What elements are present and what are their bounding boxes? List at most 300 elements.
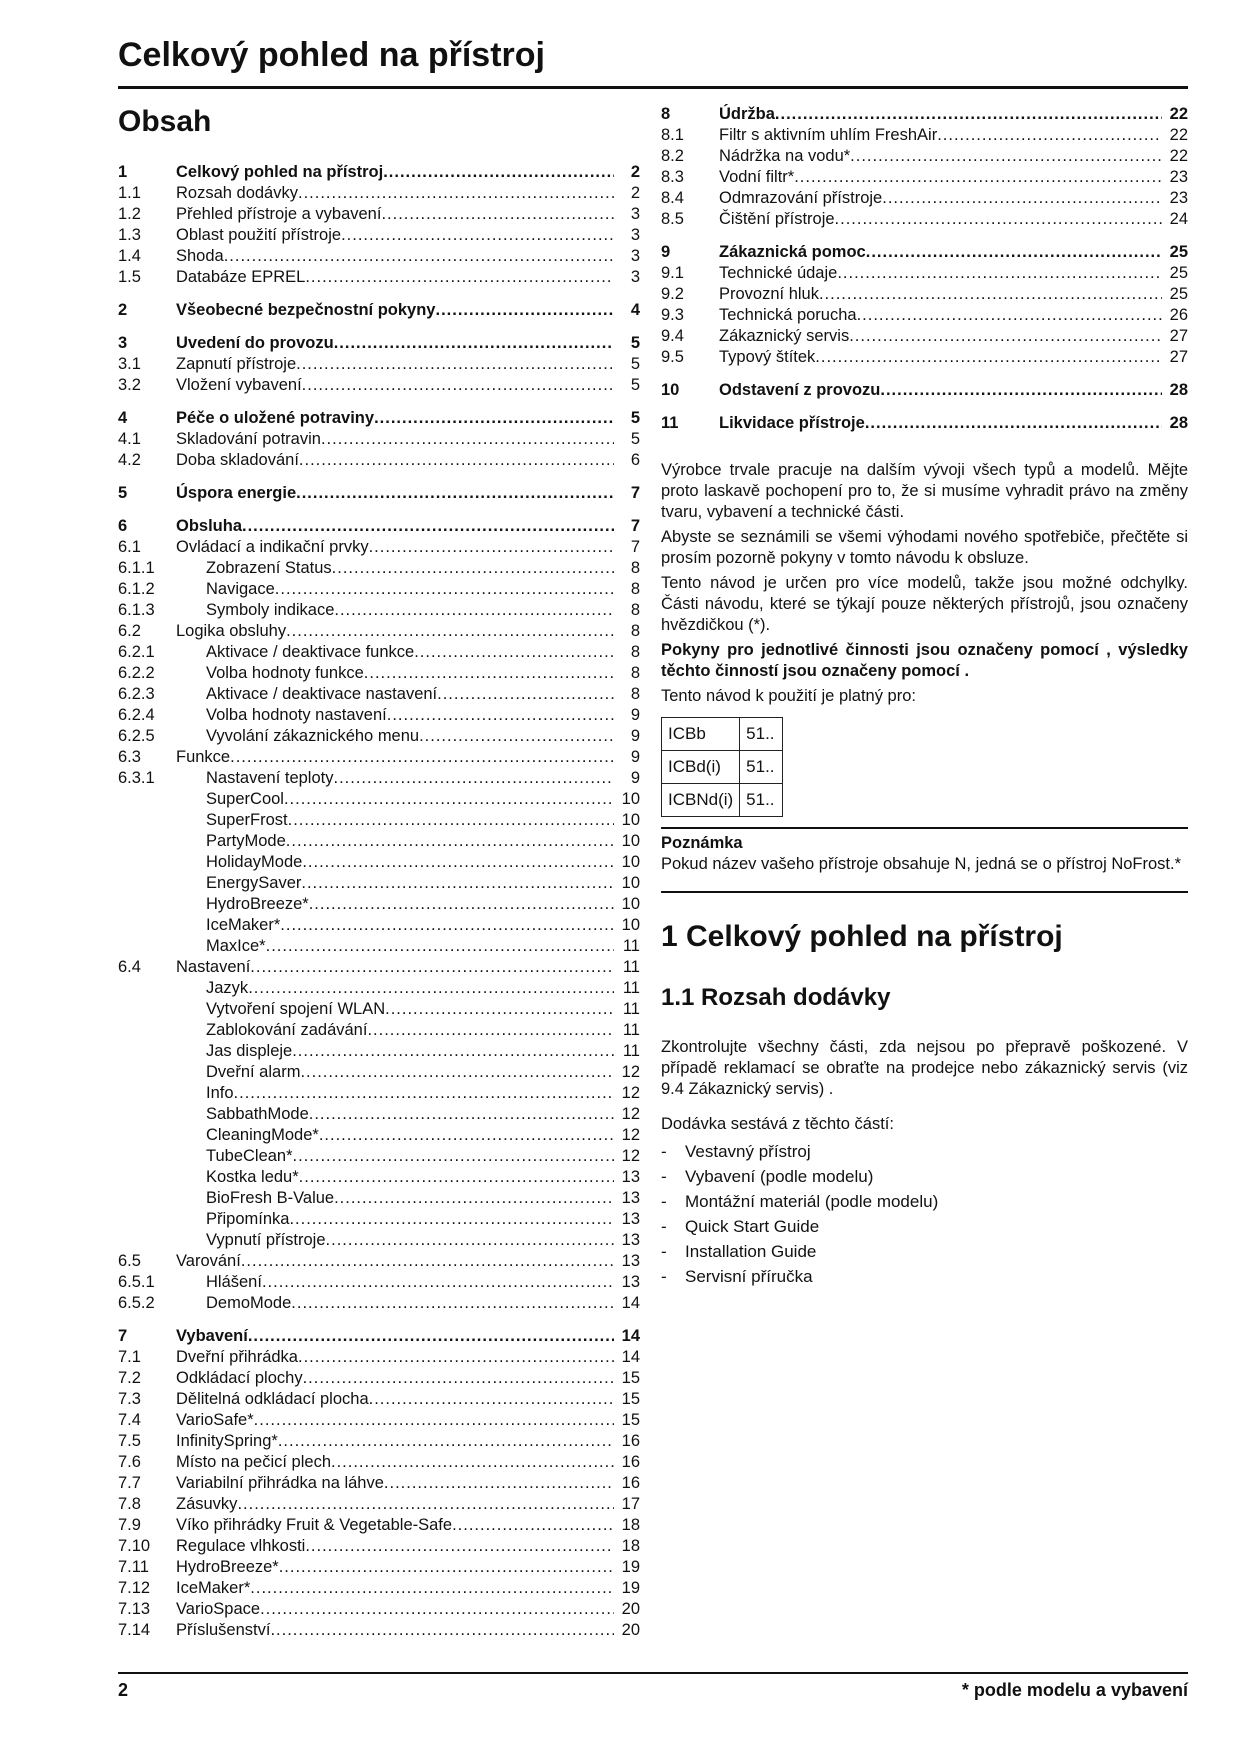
toc-entry-title-wrap	[176, 1083, 614, 1104]
toc-entry-title-wrap	[719, 167, 1162, 188]
toc-leader-dots	[794, 167, 1162, 188]
toc-leader-dots	[436, 300, 615, 321]
toc-entry-number: 6.1	[118, 538, 141, 556]
toc-entry-page: 11	[622, 937, 640, 955]
toc-entry-title-wrap	[176, 333, 614, 354]
toc-entry-page: 22	[1169, 105, 1188, 123]
toc-entry[interactable]	[118, 936, 640, 957]
toc-entry-title-wrap	[176, 915, 614, 936]
toc-entry-title: Nastavení teploty	[206, 769, 334, 787]
toc-entry-page: 10	[621, 895, 640, 913]
toc-entry[interactable]	[661, 305, 1188, 326]
toc-entry-page: 15	[621, 1411, 640, 1429]
toc-entry-page: 8	[630, 559, 640, 577]
toc-leader-dots	[305, 267, 614, 288]
toc-entry[interactable]	[118, 600, 640, 621]
toc-leader-dots	[224, 246, 614, 267]
toc-entry[interactable]	[118, 483, 640, 504]
toc-entry[interactable]	[118, 1293, 640, 1314]
toc-entry[interactable]	[118, 162, 640, 183]
toc-entry-page: 12	[621, 1063, 640, 1081]
toc-entry-page: 10	[621, 832, 640, 850]
toc-entry[interactable]	[118, 1104, 640, 1125]
toc-entry-number: 11	[661, 414, 679, 432]
toc-entry[interactable]	[118, 642, 640, 663]
toc-entry-title-wrap	[176, 1452, 614, 1473]
toc-entry[interactable]	[118, 1557, 640, 1578]
toc-entry-title-wrap	[719, 263, 1162, 284]
toc-entry[interactable]	[118, 894, 640, 915]
toc-entry-number: 8.1	[661, 126, 684, 144]
toc-entry-number: 9.3	[661, 306, 684, 324]
toc-entry-page: 25	[1169, 264, 1188, 282]
toc-entry[interactable]	[661, 188, 1188, 209]
toc-entry-title-wrap	[176, 936, 614, 957]
toc-entry-number: 7.11	[118, 1558, 149, 1576]
toc-entry[interactable]	[661, 284, 1188, 305]
toc-entry[interactable]	[661, 347, 1188, 368]
toc-entry-title-wrap	[176, 684, 614, 705]
toc-entry-title-wrap	[176, 873, 614, 894]
toc-entry-page: 8	[630, 622, 640, 640]
toc-entry-page: 19	[621, 1579, 640, 1597]
toc-entry[interactable]	[118, 1536, 640, 1557]
toc-entry-title-wrap	[719, 146, 1162, 167]
toc-leader-dots	[321, 429, 614, 450]
toc-leader-dots	[332, 558, 614, 579]
toc-entry[interactable]	[118, 1272, 640, 1293]
toc-leader-dots	[299, 1167, 614, 1188]
toc-entry-title-wrap	[176, 558, 614, 579]
toc-leader-dots	[369, 537, 614, 558]
toc-leader-dots	[341, 225, 614, 246]
toc-entry-page: 10	[621, 874, 640, 892]
toc-entry-title-wrap	[176, 1272, 614, 1293]
toc-entry[interactable]	[118, 375, 640, 396]
toc-entry-title: HydroBreeze*	[176, 1558, 279, 1576]
toc-leader-dots	[234, 1083, 614, 1104]
toc-entry[interactable]	[118, 957, 640, 978]
toc-entry-title: Uvedení do provozu	[176, 334, 334, 352]
list-item-text: Quick Start Guide	[685, 1217, 820, 1236]
toc-entry[interactable]	[118, 1347, 640, 1368]
toc-entry[interactable]	[118, 204, 640, 225]
toc-leader-dots	[334, 333, 614, 354]
toc-entry[interactable]	[118, 978, 640, 999]
toc-entry-number: 7.8	[118, 1495, 141, 1513]
toc-leader-dots	[279, 1557, 614, 1578]
toc-entry-page: 9	[630, 748, 640, 766]
toc-entry[interactable]	[118, 810, 640, 831]
toc-entry-title: Aktivace / deaktivace funkce	[206, 643, 415, 661]
toc-leader-dots	[374, 408, 614, 429]
toc-entry-number: 7.3	[118, 1390, 141, 1408]
toc-leader-dots	[289, 1209, 614, 1230]
toc-entry-title: Navigace	[206, 580, 275, 598]
toc-entry-page: 18	[621, 1537, 640, 1555]
toc-leader-dots	[298, 183, 614, 204]
toc-entry-title: Aktivace / deaktivace nastavení	[206, 685, 438, 703]
toc-entry-title: EnergySaver	[206, 874, 302, 892]
toc-entry-page: 11	[622, 1042, 640, 1060]
toc-entry[interactable]	[118, 225, 640, 246]
toc-entry-page: 5	[630, 334, 640, 352]
toc-entry-title: Odstavení z provozu	[719, 381, 881, 399]
toc-entry[interactable]	[118, 1251, 640, 1272]
toc-entry-title: HolidayMode	[206, 853, 303, 871]
toc-entry[interactable]	[118, 1620, 640, 1641]
delivery-list	[661, 1139, 1188, 1289]
toc-entry-title-wrap	[176, 1431, 614, 1452]
toc-entry[interactable]	[118, 1515, 640, 1536]
toc-entry[interactable]	[118, 1431, 640, 1452]
toc-entry-page: 14	[621, 1327, 640, 1345]
toc-entry-title: Obsluha	[176, 517, 243, 535]
toc-entry-title-wrap	[176, 600, 614, 621]
toc-entry-page: 12	[621, 1147, 640, 1165]
toc-entry-number: 10	[661, 381, 680, 399]
toc-entry-title: Funkce	[176, 748, 231, 766]
toc-entry-title-wrap	[176, 747, 614, 768]
toc-entry[interactable]	[661, 167, 1188, 188]
toc-entry[interactable]	[118, 246, 640, 267]
toc-entry[interactable]	[118, 1041, 640, 1062]
toc-entry-page: 10	[621, 811, 640, 829]
toc-entry-title: Zobrazení Status	[206, 559, 332, 577]
toc-entry-title-wrap	[176, 1557, 614, 1578]
toc-entry[interactable]	[118, 915, 640, 936]
toc-entry[interactable]	[661, 380, 1188, 401]
toc-entry-title: Likvidace přístroje	[719, 414, 865, 432]
toc-leader-dots	[775, 104, 1162, 125]
toc-entry-title: SuperCool	[206, 790, 284, 808]
table-row	[662, 718, 783, 751]
toc-entry-title: Údržba	[719, 105, 775, 123]
toc-entry-title-wrap	[176, 894, 614, 915]
toc-leader-dots	[385, 999, 614, 1020]
toc-entry-number: 6.2.5	[118, 727, 155, 745]
toc-entry-page: 11	[622, 958, 640, 976]
toc-entry-number: 7.13	[118, 1600, 151, 1618]
toc-leader-dots	[866, 242, 1162, 263]
toc-entry[interactable]	[118, 831, 640, 852]
toc-entry[interactable]	[118, 999, 640, 1020]
toc-leader-dots	[291, 1293, 614, 1314]
toc-leader-dots	[262, 1272, 614, 1293]
toc-entry-title: Příslušenství	[176, 1621, 271, 1639]
toc-entry-title-wrap	[176, 1620, 614, 1641]
toc-entry[interactable]	[661, 413, 1188, 434]
toc-entry[interactable]	[118, 1083, 640, 1104]
toc-entry-title-wrap	[176, 726, 614, 747]
toc-entry-title: VarioSafe*	[176, 1411, 254, 1429]
toc-entry[interactable]	[118, 705, 640, 726]
toc-entry[interactable]	[661, 242, 1188, 263]
toc-leader-dots	[865, 413, 1162, 434]
toc-entry[interactable]	[118, 558, 640, 579]
toc-leader-dots	[452, 1515, 614, 1536]
toc-entry-title-wrap	[176, 1347, 614, 1368]
toc-entry-title: CleaningMode*	[206, 1126, 319, 1144]
toc-entry[interactable]	[661, 263, 1188, 284]
toc-entry[interactable]	[118, 747, 640, 768]
toc-leader-dots	[331, 1452, 614, 1473]
toc-entry-title: Všeobecné bezpečnostní pokyny	[176, 301, 436, 319]
toc-entry-title-wrap	[176, 429, 614, 450]
toc-entry-title-wrap	[176, 810, 614, 831]
toc-leader-dots	[367, 1020, 614, 1041]
table-row	[662, 751, 783, 784]
toc-entry-number: 8.3	[661, 168, 684, 186]
toc-entry[interactable]	[118, 1368, 640, 1389]
toc-entry-page: 28	[1169, 381, 1188, 399]
toc-entry[interactable]	[118, 579, 640, 600]
toc-entry-title: Čištění přístroje	[719, 210, 835, 228]
toc-entry[interactable]	[118, 267, 640, 288]
toc-leader-dots	[369, 1389, 614, 1410]
list-item: - Servisní příručka	[661, 1264, 1188, 1289]
toc-entry[interactable]	[118, 300, 640, 321]
toc-leader-dots	[266, 936, 614, 957]
toc-entry-page: 10	[621, 916, 640, 934]
section-paragraph-1: Zkontrolujte všechny části, zda nejsou po přepravě poškozené. V případě reklamací se obraťte na prodejce nebo zákaznický servis (viz 9.4 Zákaznický servis) .	[661, 1038, 1188, 1098]
toc-entry[interactable]	[118, 1188, 640, 1209]
toc-entry[interactable]	[118, 684, 640, 705]
toc-entry-number: 7.1	[118, 1348, 141, 1366]
toc-entry-title: Úspora energie	[176, 484, 297, 502]
toc-entry-page: 8	[630, 664, 640, 682]
toc-entry[interactable]	[118, 1146, 640, 1167]
toc-entry[interactable]	[118, 1473, 640, 1494]
toc-entry-number: 6.3.1	[118, 769, 155, 787]
toc-entry-title-wrap	[176, 1536, 614, 1557]
toc-entry-number: 9	[661, 243, 671, 261]
toc-leader-dots	[302, 852, 614, 873]
toc-entry-page: 6	[630, 451, 640, 469]
toc-leader-dots	[242, 516, 614, 537]
toc-entry[interactable]	[118, 429, 640, 450]
toc-entry-page: 13	[621, 1189, 640, 1207]
toc-left-column	[118, 104, 640, 1641]
toc-leader-dots	[882, 188, 1162, 209]
toc-entry[interactable]	[118, 789, 640, 810]
toc-entry-number: 7.12	[118, 1579, 151, 1597]
toc-entry-title: Doba skladování	[176, 451, 299, 469]
toc-entry-title-wrap	[176, 1041, 614, 1062]
toc-entry-page: 23	[1169, 189, 1188, 207]
toc-leader-dots	[326, 1230, 614, 1251]
toc-leader-dots	[278, 1431, 614, 1452]
toc-heading: Obsah	[118, 105, 212, 138]
toc-entry[interactable]	[118, 183, 640, 204]
toc-entry-title: Připomínka	[206, 1210, 290, 1228]
toc-entry-title-wrap	[719, 125, 1162, 146]
toc-entry-number: 8	[661, 105, 671, 123]
toc-entry-number: 4.2	[118, 451, 141, 469]
toc-entry-title: IceMaker*	[176, 1579, 251, 1597]
toc-entry-title-wrap	[176, 1578, 614, 1599]
toc-entry-title-wrap	[176, 1020, 614, 1041]
toc-entry-title: Databáze EPREL	[176, 268, 306, 286]
toc-entry-number: 6.2	[118, 622, 141, 640]
toc-entry-title-wrap	[176, 768, 614, 789]
toc-entry-page: 3	[630, 268, 640, 286]
toc-entry-page: 11	[622, 979, 640, 997]
toc-entry-number: 6.1.1	[118, 559, 155, 577]
toc-entry[interactable]	[118, 768, 640, 789]
toc-leader-dots	[937, 125, 1162, 146]
toc-entry[interactable]	[118, 1020, 640, 1041]
intro-paragraph-3: Tento návod je určen pro více modelů, takže jsou možné odchylky. Části návodu, které se týkají pouze některých přístrojů, jsou označeny hvězdičkou (*).	[661, 574, 1188, 634]
toc-entry-number: 9.4	[661, 327, 684, 345]
toc-entry-title: Shoda	[176, 247, 224, 265]
toc-entry[interactable]	[118, 1326, 640, 1347]
toc-entry[interactable]	[118, 1230, 640, 1251]
toc-entry[interactable]	[118, 621, 640, 642]
toc-entry[interactable]	[118, 1494, 640, 1515]
toc-entry[interactable]	[118, 663, 640, 684]
list-item: - Installation Guide	[661, 1239, 1188, 1264]
toc-entry[interactable]	[118, 333, 640, 354]
toc-entry-number: 1.1	[118, 184, 141, 202]
toc-entry-title-wrap	[176, 375, 614, 396]
toc-entry[interactable]	[661, 104, 1188, 125]
toc-entry-title: Skladování potravin	[176, 430, 321, 448]
toc-entry-title: Vybavení	[176, 1327, 248, 1345]
toc-entry-number: 7.10	[118, 1537, 151, 1555]
toc-entry[interactable]	[118, 450, 640, 471]
toc-leader-dots	[299, 450, 614, 471]
section-paragraph-2: Dodávka sestává z těchto částí:	[661, 1115, 894, 1133]
toc-entry[interactable]	[118, 516, 640, 537]
toc-entry-title-wrap	[719, 188, 1162, 209]
toc-entry[interactable]	[661, 326, 1188, 347]
toc-entry[interactable]	[118, 1209, 640, 1230]
toc-leader-dots	[301, 873, 614, 894]
toc-entry-title-wrap	[176, 408, 614, 429]
intro-paragraph-1: Výrobce trvale pracuje na dalším vývoji všech typů a modelů. Mějte proto laskavě pochopení pro to, že si musíme vyhradit právo na změny tvaru, vybavení a technické části.	[661, 461, 1188, 521]
toc-entry-page: 7	[630, 538, 640, 556]
toc-leader-dots	[250, 957, 614, 978]
toc-entry[interactable]	[118, 1167, 640, 1188]
toc-entry-page: 17	[621, 1495, 640, 1513]
toc-entry[interactable]	[118, 726, 640, 747]
toc-leader-dots	[300, 1062, 614, 1083]
toc-entry-page: 15	[621, 1369, 640, 1387]
toc-entry-number: 7.6	[118, 1453, 141, 1471]
list-item-text: Montážní materiál (podle modelu)	[685, 1192, 939, 1211]
toc-entry-title: Hlášení	[206, 1273, 262, 1291]
toc-entry[interactable]	[118, 1389, 640, 1410]
toc-entry-number: 1.4	[118, 247, 141, 265]
toc-entry-title-wrap	[176, 1209, 614, 1230]
toc-entry[interactable]	[661, 146, 1188, 167]
toc-leader-dots	[334, 1188, 614, 1209]
toc-entry[interactable]	[118, 1578, 640, 1599]
footer-note: * podle modelu a vybavení	[961, 1680, 1188, 1700]
toc-entry-title-wrap	[176, 516, 614, 537]
model-cell: ICBd(i)	[662, 751, 740, 784]
toc-entry-number: 6.5.2	[118, 1294, 155, 1312]
toc-leader-dots	[280, 915, 614, 936]
toc-entry[interactable]	[118, 1125, 640, 1146]
toc-entry-title-wrap	[176, 1188, 614, 1209]
toc-entry-page: 12	[621, 1084, 640, 1102]
toc-entry-title: Typový štítek	[719, 348, 816, 366]
intro-paragraph-5: Tento návod k použití je platný pro:	[661, 687, 916, 705]
toc-entry[interactable]	[118, 1452, 640, 1473]
toc-entry-page: 19	[621, 1558, 640, 1576]
toc-entry-title: Dělitelná odkládací plocha	[176, 1390, 369, 1408]
toc-entry-title-wrap	[176, 354, 614, 375]
toc-entry-title: Vodní filtr*	[719, 168, 795, 186]
toc-entry-title: Odmrazování přístroje	[719, 189, 883, 207]
toc-entry[interactable]	[118, 1410, 640, 1431]
toc-leader-dots	[334, 768, 615, 789]
toc-leader-dots	[275, 579, 614, 600]
toc-entry-number: 1.3	[118, 226, 141, 244]
toc-entry[interactable]	[118, 354, 640, 375]
toc-leader-dots	[286, 831, 614, 852]
toc-entry-number: 5	[118, 484, 128, 502]
model-cell: ICBNd(i)	[662, 784, 740, 817]
toc-entry-number: 1.2	[118, 205, 141, 223]
toc-leader-dots	[880, 380, 1162, 401]
toc-leader-dots	[302, 375, 614, 396]
toc-entry-page: 3	[630, 205, 640, 223]
toc-entry-title: Dveřní přihrádka	[176, 1348, 298, 1366]
toc-entry[interactable]	[661, 125, 1188, 146]
toc-entry-page: 11	[622, 1000, 640, 1018]
toc-entry-page: 9	[630, 769, 640, 787]
toc-leader-dots	[270, 1620, 614, 1641]
toc-entry-number: 1.5	[118, 268, 141, 286]
toc-entry-title: Zásuvky	[176, 1495, 238, 1513]
toc-entry-page: 12	[621, 1126, 640, 1144]
toc-entry-page: 9	[630, 706, 640, 724]
toc-entry-page: 22	[1169, 147, 1188, 165]
toc-entry-title-wrap	[176, 1473, 614, 1494]
toc-leader-dots	[248, 978, 614, 999]
toc-leader-dots	[296, 483, 614, 504]
note-box	[661, 827, 1188, 893]
toc-entry[interactable]	[118, 1599, 640, 1620]
toc-entry-title: Zákaznický servis	[719, 327, 850, 345]
header-rule	[118, 86, 1188, 89]
toc-entry[interactable]	[118, 852, 640, 873]
toc-entry-number: 3.1	[118, 355, 141, 373]
toc-entry[interactable]	[118, 408, 640, 429]
toc-entry-title-wrap	[176, 1326, 614, 1347]
subsection-heading: 1.1 Rozsah dodávky	[661, 984, 891, 1011]
toc-leader-dots	[250, 1578, 614, 1599]
toc-entry-title-wrap	[176, 1368, 614, 1389]
toc-entry-title: Celkový pohled na přístroj	[176, 163, 384, 181]
toc-entry[interactable]	[118, 1062, 640, 1083]
toc-entry-page: 4	[630, 301, 640, 319]
toc-entry-title: HydroBreeze*	[206, 895, 309, 913]
toc-entry-number: 8.4	[661, 189, 684, 207]
toc-entry-title-wrap	[176, 621, 614, 642]
toc-entry-title-wrap	[176, 1293, 614, 1314]
toc-entry[interactable]	[118, 873, 640, 894]
toc-entry-title-wrap	[719, 413, 1162, 434]
toc-entry[interactable]	[661, 209, 1188, 230]
toc-entry-title-wrap	[176, 999, 614, 1020]
list-item: - Vybavení (podle modelu)	[661, 1164, 1188, 1189]
toc-entry[interactable]	[118, 537, 640, 558]
toc-entry-page: 27	[1169, 327, 1188, 345]
